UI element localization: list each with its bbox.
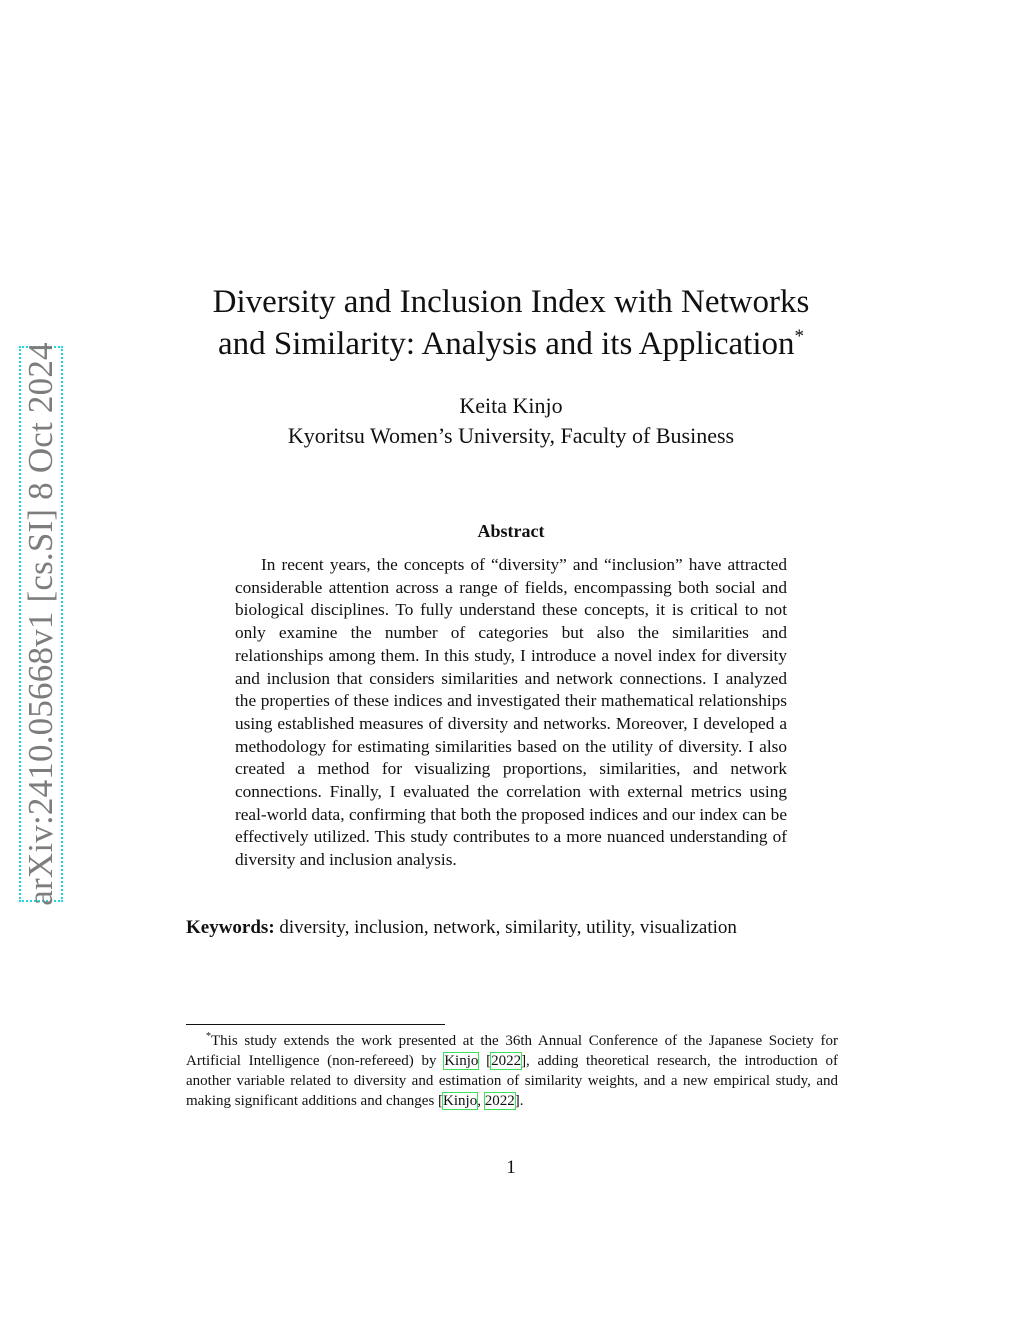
footnote-marker: * bbox=[206, 1031, 211, 1042]
footnote bbox=[186, 1031, 838, 1111]
author-affiliation: Kyoritsu Women’s University, Faculty of Business bbox=[287, 423, 735, 448]
page-number: 1 bbox=[506, 1157, 516, 1178]
citation-link-year[interactable]: 2022 bbox=[491, 1053, 522, 1069]
footnote-text-part-2: ], adding theoretical research, the introduction of another variable related to diversity and estimation of similarity weights, and a new empirical study, and making significant additions and changes [ bbox=[186, 1053, 838, 1109]
citation-open-bracket: [ bbox=[478, 1053, 492, 1069]
keywords-label: Keywords: bbox=[186, 917, 275, 938]
author-name: Keita Kinjo bbox=[459, 393, 563, 418]
keywords-line bbox=[186, 915, 846, 941]
title-footnote-marker[interactable]: * bbox=[794, 326, 805, 347]
citation-link-year-2[interactable]: 2022 bbox=[484, 1093, 515, 1109]
citation-link-kinjo-2[interactable]: Kinjo bbox=[443, 1093, 478, 1109]
citation-link-kinjo[interactable]: Kinjo bbox=[444, 1053, 479, 1069]
footnote-text-part-3: ]. bbox=[514, 1093, 524, 1109]
arxiv-identifier-text[interactable]: arXiv:2410.05668v1 [cs.SI] 8 Oct 2024 bbox=[21, 342, 60, 906]
abstract-heading: Abstract bbox=[477, 521, 545, 541]
title-line-2: and Similarity: Analysis and its Application bbox=[217, 326, 795, 362]
title-line-1: Diversity and Inclusion Index with Networks bbox=[212, 284, 810, 320]
footnote-text-part-1: This study extends the work presented at the 36th Annual Conference of the Japanese Society for Artificial Intelligence (non-refereed) by bbox=[186, 1033, 838, 1069]
paper-title bbox=[150, 281, 872, 365]
abstract-body: In recent years, the concepts of “diversity” and “inclusion” have attracted considerable attention across a range of fields, encompassing both social and biological disciplines. To fully understand these concepts, it is critical to not only examine the number of categories but also the similarities and relationships among them. In this study, I introduce a novel index for diversity and inclusion that considers similarities and network connections. I analyzed the properties of these indices and investigated their mathematical relationships using established measures of diversity and networks. Moreover, I developed a methodology for estimating similarities based on the utility of diversity. I also created a method for visualizing proportions, similarities, and network connections. Finally, I evaluated the correlation with external metrics using real-world data, confirming that both the proposed indices and our index can be effectively utilized. This study contributes to a more nuanced understanding of diversity and inclusion analysis. bbox=[235, 555, 787, 870]
footnote-divider bbox=[186, 1024, 445, 1025]
keywords-text: diversity, inclusion, network, similarity, utility, visualization bbox=[279, 917, 737, 938]
citation-separator: , bbox=[477, 1093, 485, 1109]
arxiv-identifier-stamp[interactable] bbox=[19, 342, 63, 906]
